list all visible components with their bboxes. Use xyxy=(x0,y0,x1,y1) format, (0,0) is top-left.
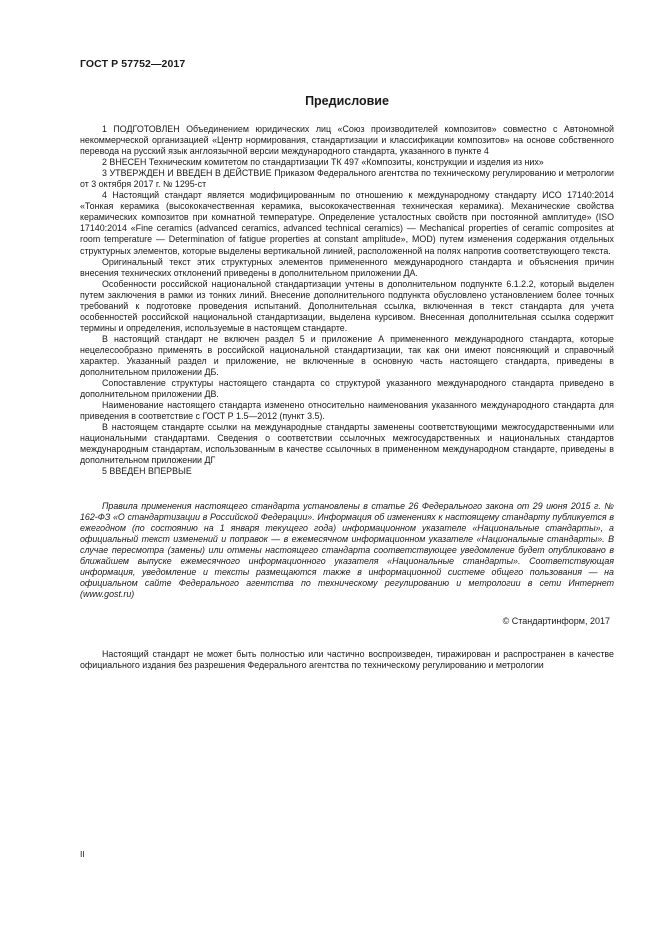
section-title: Предисловие xyxy=(305,94,389,108)
document-page xyxy=(80,58,614,680)
copyright-line: © Стандартинформ, 2017 xyxy=(502,615,610,626)
foreword-body xyxy=(80,124,614,478)
paragraph-10: В настоящем стандарте ссылки на международные стандарты заменены соответствующими межгосударственными или национальными стандартами. Сведения о соответствии ссылочных межгосударственных и национальных стандартов международным стандартам, использованным в качестве ссылочных в примененном международном стандарте, приведены в дополнительном приложении ДГ xyxy=(80,422,614,466)
paragraph-4: 4 Настоящий стандарт является модифицированным по отношению к международному стандарту ИСО 17140:2014 «Тонкая керамика (высококачественная керамика, высококачественная техническая керамика). Механические свойства керамических композитов при комнатной температуре. Определение усталостных свойств при постоянной амплитуде» (ISO 17140:2014 «Fine ceramics (advanced ceramics, advanced technical ceramics) — Mechanical properties of ceramic composites at room temperature — Determination of fatigue properties at constant amplitude», MOD) путем изменения содержания отдельных структурных элементов, которые выделены вертикальной линией, расположенной на полях напротив соответствующего текста. xyxy=(80,190,614,256)
page-number: II xyxy=(80,849,85,859)
document-id-header: ГОСТ Р 57752—2017 xyxy=(80,58,186,70)
paragraph-6: Особенности российской национальной стандартизации учтены в дополнительном подпункте 6.1.2.2, который выделен путем заключения в рамки из тонких линий. Внесение дополнительного подпункта обусловлено установлением более точных требований к подготовке проведения испытаний. Дополнительная ссылка, включенная в текст стандарта для учета особенностей российской национальной стандартизации, выделена курсивом. Внесенная дополнительная ссылка содержит термины и определения, используемые в настоящем стандарте. xyxy=(80,278,614,333)
paragraph-7: В настоящий стандарт не включен раздел 5 и приложение А примененного международного стандарта, которые нецелесообразно применять в российской национальной стандартизации, так как они имеют поясняющий и справочный характер. Указанный раздел и приложение, не включенные в основную часть настоящего стандарта, приведены в дополнительном приложении ДБ. xyxy=(80,333,614,378)
paragraph-2: 2 ВНЕСЕН Техническим комитетом по стандартизации ТК 497 «Композиты, конструкции и изделия из них» xyxy=(102,157,544,168)
paragraph-9: Наименование настоящего стандарта изменено относительно наименования указанного международного стандарта для приведения в соответствие с ГОСТ Р 1.5—2012 (пункт 3.5). xyxy=(80,400,614,422)
paragraph-3: 3 УТВЕРЖДЕН И ВВЕДЕН В ДЕЙСТВИЕ Приказом Федерального агентства по техническому регулированию и метрологии от 3 октября 2017 г. № 1295-ст xyxy=(80,168,614,190)
reproduction-notice: Настоящий стандарт не может быть полностью или частично воспроизведен, тиражирован и распространен в качестве официального издания без разрешения Федерального агентства по техническому регулированию и метрологии xyxy=(80,648,614,670)
paragraph-1: 1 ПОДГОТОВЛЕН Объединением юридических лиц «Союз производителей композитов» совместно с Автономной некоммерческой организацией «Центр нормирования, стандартизации и классификации композитов» на основе собственного перевода на русский язык англоязычной версии международного стандарта, указанного в пункте 4 xyxy=(80,124,614,157)
paragraph-11: 5 ВВЕДЕН ВПЕРВЫЕ xyxy=(102,466,192,477)
legal-notice: Правила применения настоящего стандарта установлены в статье 26 Федерального закона от 29 июня 2015 г. № 162-ФЗ «О стандартизации в Российской Федерации». Информация об изменениях к настоящему стандарту публикуется в ежегодном (по состоянию на 1 января текущего года) информационном указателе «Национальные стандарты», а официальный текст изменений и поправок — в ежемесячном информационном указателе «Национальные стандарты». В случае пересмотра (замены) или отмены настоящего стандарта соответствующее уведомление будет опубликовано в ближайшем выпуске ежемесячного информационного указателя «Национальные стандарты». Соответствующая информация, уведомление и тексты размещаются также в информационной системе общего пользования — на официальном сайте Федерального агентства по техническому регулированию и метрологии в сети Интернет (www.gost.ru) xyxy=(80,500,614,599)
paragraph-8: Сопоставление структуры настоящего стандарта со структурой указанного международного стандарта приведено в дополнительном приложении ДВ. xyxy=(80,378,614,400)
paragraph-5: Оригинальный текст этих структурных элементов примененного международного стандарта и объяснения причин внесения технических отклонений приведены в дополнительном приложении ДА. xyxy=(80,256,614,278)
